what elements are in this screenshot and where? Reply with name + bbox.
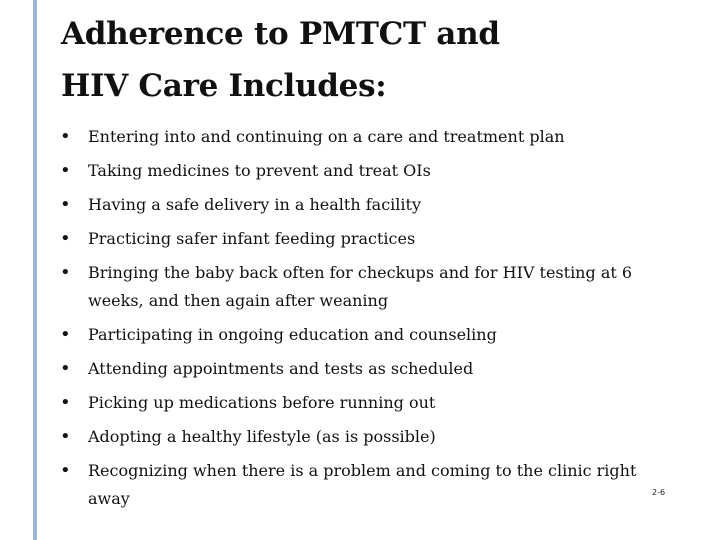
bullet-list — [60, 123, 650, 519]
bullet-item: • Adopting a healthy lifestyle (as is possible) — [60, 423, 650, 451]
bullet-item: • Taking medicines to prevent and treat OIs — [60, 157, 650, 185]
slide-title — [61, 8, 621, 112]
bullet-item: • Picking up medications before running out — [60, 389, 650, 417]
bullet-item: • Entering into and continuing on a care and treatment plan — [60, 123, 650, 151]
left-accent-rule — [33, 0, 37, 540]
slide-number: 2-6 — [652, 488, 666, 497]
bullet-item: • Participating in ongoing education and counseling — [60, 321, 650, 349]
bullet-item: • Recognizing when there is a problem and coming to the clinic right away — [60, 457, 650, 513]
bullet-item: • Having a safe delivery in a health facility — [60, 191, 650, 219]
bullet-item: • Practicing safer infant feeding practices — [60, 225, 650, 253]
slide-title-line-2: HIV Care Includes: — [61, 68, 387, 104]
slide-title-line-1: Adherence to PMTCT and — [61, 16, 500, 52]
bullet-item: • Bringing the baby back often for checkups and for HIV testing at 6 weeks, and then again after weaning — [60, 259, 650, 315]
bullet-item: • Attending appointments and tests as scheduled — [60, 355, 650, 383]
